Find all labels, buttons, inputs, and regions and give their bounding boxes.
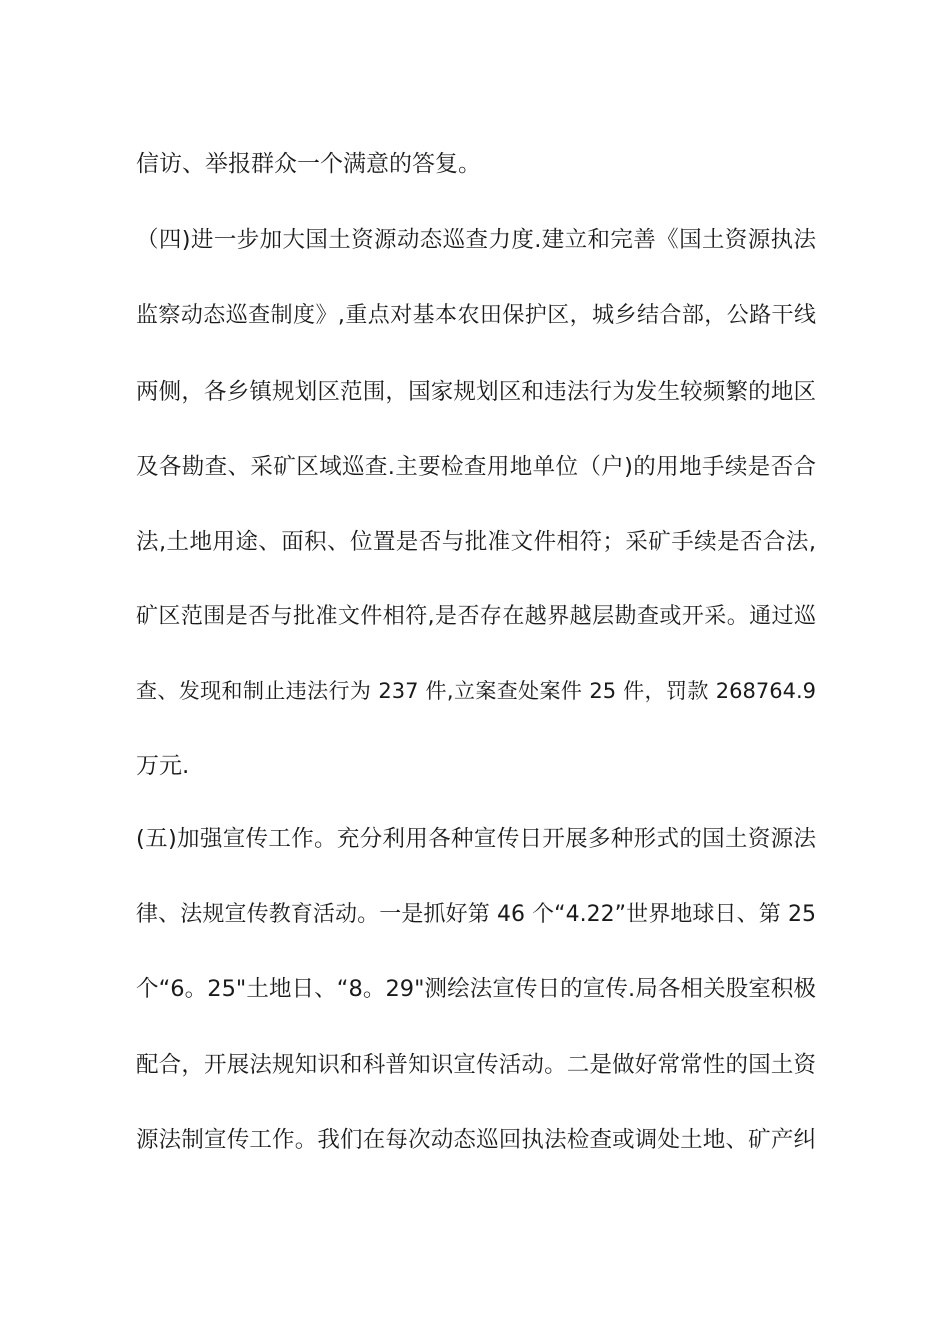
text-line-13: 配合，开展法规知识和科普知识宣传活动。二是做好常常性的国土资: [136, 1052, 816, 1078]
text-line-6: 法,土地用途、面积、位置是否与批准文件相符；采矿手续是否合法,: [136, 529, 816, 555]
text-line-4: 两侧，各乡镇规划区范围，国家规划区和违法行为发生较频繁的地区: [136, 379, 816, 405]
text-line-3: 监察动态巡查制度》,重点对基本农田保护区，城乡结合部，公路干线: [136, 303, 816, 328]
text-line-14: 源法制宣传工作。我们在每次动态巡回执法检查或调处土地、矿产纠: [136, 1127, 816, 1153]
text-line-9: 万元.: [136, 753, 190, 779]
text-line-12: 个“6。25"土地日、“8。29"测绘法宣传日的宣传.局各相关股室积极: [136, 976, 816, 1002]
text-line-2: （四)进一步加大国土资源动态巡查力度.建立和完善《国土资源执法: [136, 227, 816, 253]
text-line-7: 矿区范围是否与批准文件相符,是否存在越界越层勘查或开采。通过巡: [136, 604, 816, 629]
text-line-1: 信访、举报群众一个满意的答复。: [136, 151, 481, 177]
text-line-11: 律、法规宣传教育活动。一是抓好第 46 个“4.22”世界地球日、第 25: [136, 902, 816, 927]
text-line-5: 及各勘查、采矿区域巡查.主要检查用地单位（户)的用地手续是否合: [136, 454, 816, 480]
text-line-8: 查、发现和制止违法行为 237 件,立案查处案件 25 件，罚款 268764.9: [136, 679, 816, 703]
text-line-10: (五)加强宣传工作。充分利用各种宣传日开展多种形式的国土资源法: [136, 826, 816, 852]
